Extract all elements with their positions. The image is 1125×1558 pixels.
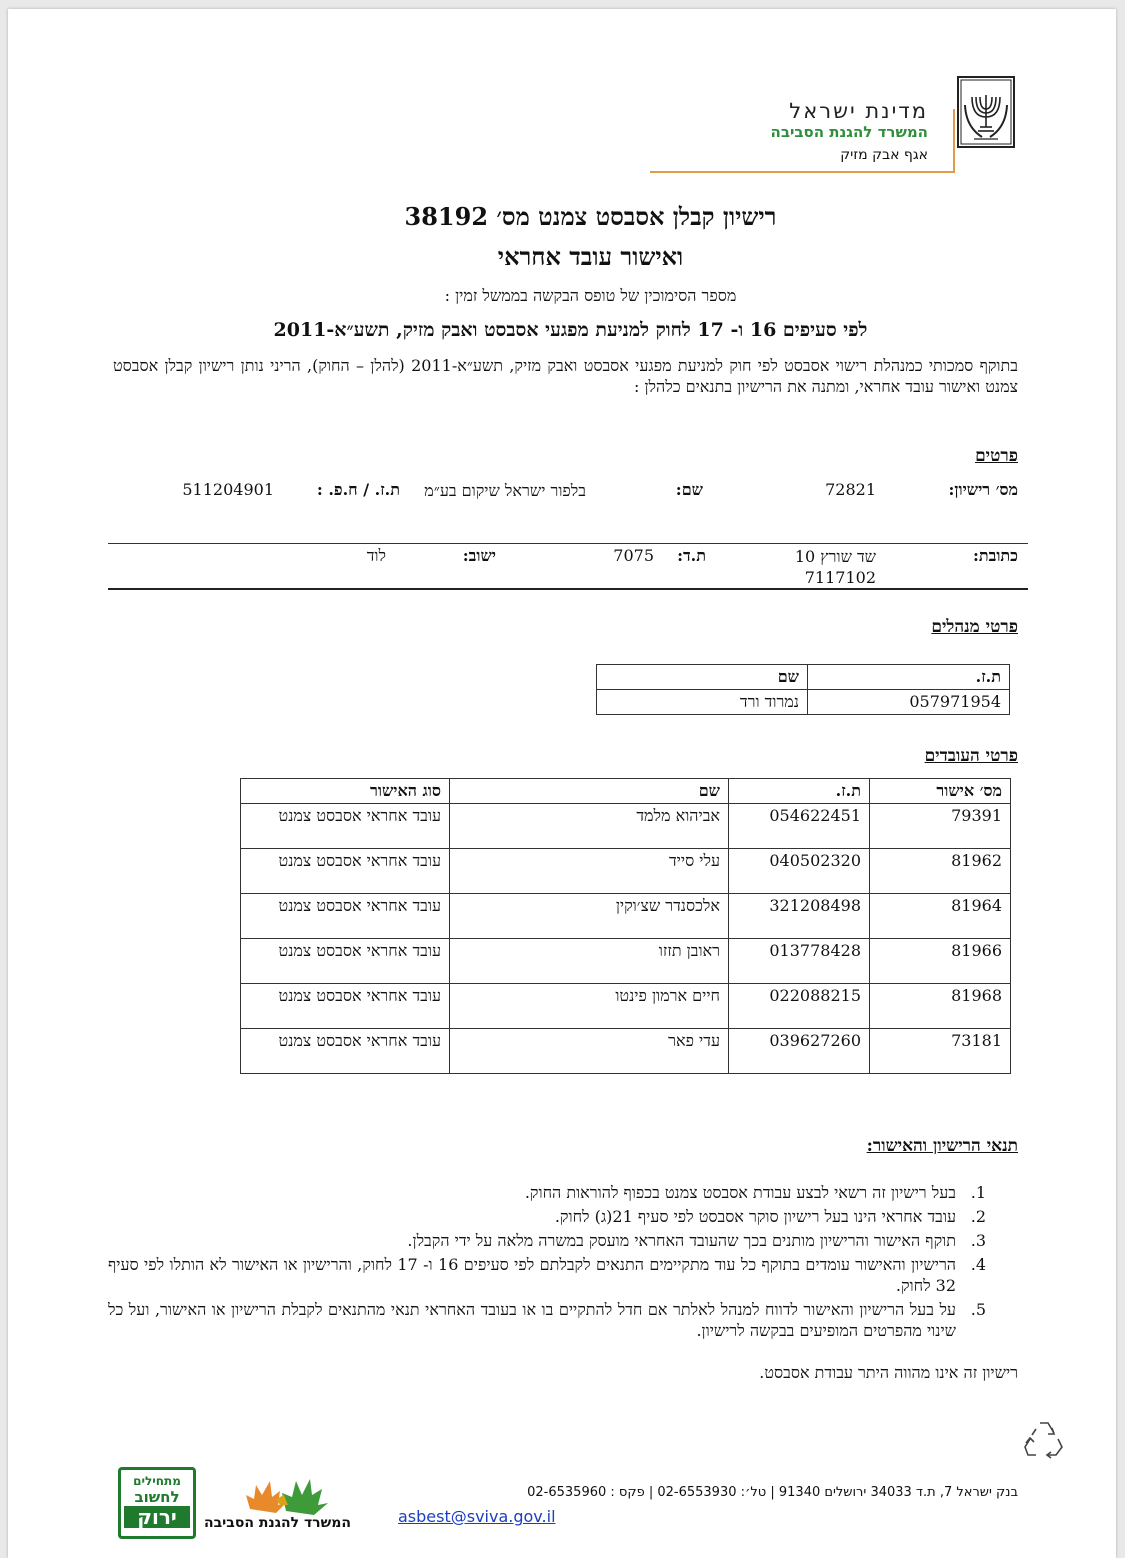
condition-text: בעל רישיון זה רשאי לבצע עבודת אסבסט צמנט בכפוף להוראות החוק. [524, 1183, 956, 1202]
condition-number: 3. [970, 1231, 986, 1250]
managers-col-id: ת.ז. [808, 665, 1010, 690]
table-row [241, 894, 1011, 939]
condition-text: תוקף האישור והרישיון מותנים בכך שהעובד האחראי מועסק במשרה מלאה על ידי הקבלן. [407, 1231, 956, 1250]
employees-table [240, 778, 1011, 1074]
condition-text: הרישיון והאישור עומדים בתוקף כל עוד מתקיימים התנאים לקבלתם לפי סעיפים 16 ו- 17 לחוק, והרישיון או האישור לא הותלו לפי סעיף 32 לחוק. [108, 1255, 957, 1295]
employee-approval-type: עובד אחראי אסבסט צמנט [241, 894, 450, 939]
manager-id: 057971954 [808, 690, 1010, 715]
think-green-logo [118, 1467, 196, 1539]
employee-approval-no: 81968 [870, 984, 1011, 1029]
employees-col-approval-no: מס׳ אישור [870, 779, 1011, 804]
employee-name: עדי פאר [450, 1029, 729, 1074]
state-name: מדינת ישראל [789, 99, 928, 123]
details-bottom-rule [108, 588, 1028, 590]
employee-approval-no: 81966 [870, 939, 1011, 984]
details-heading: פרטים [975, 446, 1018, 466]
pobox-label: ת.ד: [677, 546, 706, 565]
employee-approval-no: 81964 [870, 894, 1011, 939]
employees-col-approval-type: סוג האישור [241, 779, 450, 804]
employees-heading: פרטי העובדים [924, 746, 1018, 766]
employee-id: 054622451 [729, 804, 870, 849]
employee-approval-type: עובד אחראי אסבסט צמנט [241, 804, 450, 849]
managers-heading: פרטי מנהלים [931, 617, 1018, 637]
employees-col-name: שם [450, 779, 729, 804]
employee-name: אביהוא מלמד [450, 804, 729, 849]
license-title: רישיון קבלן אסבסט צמנט מס׳ 38192 [404, 202, 777, 231]
table-row [241, 1029, 1011, 1074]
condition-number: 2. [970, 1207, 986, 1226]
id-value: 511204901 [182, 480, 274, 499]
header-divider-vertical [953, 109, 955, 171]
employee-id: 013778428 [729, 939, 870, 984]
condition-number: 1. [970, 1183, 986, 1202]
condition-number: 4. [970, 1255, 986, 1274]
employee-approval-type: עובד אחראי אסבסט צמנט [241, 939, 450, 984]
recycle-icon [1022, 1417, 1066, 1459]
green-logo-line-3: ירוק [124, 1506, 190, 1528]
employee-approval-type: עובד אחראי אסבסט צמנט [241, 984, 450, 1029]
employees-col-id: ת.ז. [729, 779, 870, 804]
list-item [108, 1299, 986, 1341]
conditions-heading: תנאי הרישיון והאישור: [866, 1136, 1018, 1156]
division-name: אגף אבק מזיק [840, 147, 928, 163]
id-label: ת.ז. / ח.פ. : [316, 480, 400, 499]
footer-address: בנק ישראל 7, ת.ד 34033 ירושלים 91340 | טל׳: 02-6553930 | פקס : 02-6535960 [527, 1485, 1018, 1500]
table-row [241, 849, 1011, 894]
conditions-list [108, 1182, 986, 1344]
license-number-value: 72821 [825, 480, 876, 499]
manager-name: נמרוד ורד [597, 690, 808, 715]
employee-name: חיים ארמון פינטו [450, 984, 729, 1029]
final-note: רישיון זה אינו מהווה היתר עבודת אסבסט. [759, 1363, 1018, 1382]
table-row [597, 690, 1010, 715]
license-subtitle: ואישור עובד אחראי [497, 242, 684, 271]
address-value: שד שורץ 10 7117102 [794, 547, 876, 587]
details-divider [108, 543, 1028, 544]
managers-table [596, 664, 1010, 715]
employee-approval-type: עובד אחראי אסבסט צמנט [241, 849, 450, 894]
employee-name: עלי סייד [450, 849, 729, 894]
city-value: לוד [366, 546, 386, 565]
holder-name-label: שם: [675, 480, 703, 499]
pobox-value: 7075 [613, 546, 654, 565]
city-label: ישוב: [462, 546, 496, 565]
intro-paragraph: בתוקף סמכותי כמנהלת רישוי אסבסט לפי חוק למניעת מפגעי אסבסט ואבק מזיק, תשע״א-2011 (להלן – החוק), הריני נותן רישיון קבלן אסבסט צמנט ואישור עובד אחראי, ומתנה את הרישיון בתנאים כלהלן : [113, 356, 1018, 396]
list-item [108, 1182, 986, 1203]
footer-email-link[interactable]: asbest@sviva.gov.il [398, 1507, 556, 1526]
green-logo-line-1: מתחילים [133, 1474, 181, 1488]
list-item [108, 1254, 986, 1296]
list-item [108, 1230, 986, 1251]
employee-name: ראובן תזזו [450, 939, 729, 984]
table-row [241, 804, 1011, 849]
ministry-logo-caption: המשרד להגנת הסביבה [204, 1515, 351, 1531]
employees-header-row [241, 779, 1011, 804]
employee-approval-type: עובד אחראי אסבסט צמנט [241, 1029, 450, 1074]
license-number-label: מס׳ רישיון: [948, 480, 1018, 499]
ministry-name: המשרד להגנת הסביבה [770, 123, 928, 141]
employee-id: 039627260 [729, 1029, 870, 1074]
employee-id: 022088215 [729, 984, 870, 1029]
state-emblem-icon [956, 75, 1016, 149]
employee-approval-no: 79391 [870, 804, 1011, 849]
managers-col-name: שם [597, 665, 808, 690]
table-row [241, 939, 1011, 984]
employee-id: 321208498 [729, 894, 870, 939]
employee-approval-no: 81962 [870, 849, 1011, 894]
reference-line: מספר הסימוכין של טופס הבקשה בממשל זמין : [444, 286, 737, 305]
employee-id: 040502320 [729, 849, 870, 894]
managers-header-row [597, 665, 1010, 690]
address-label: כתובת: [972, 546, 1018, 565]
document-page [8, 9, 1116, 1558]
ministry-leaf-logo-icon [240, 1475, 340, 1517]
condition-text: על בעל הרישיון והאישור לדווח למנהל לאלתר אם חדל להתקיים בו או בעובד האחראי תנאי מהתנאים לקבלת הרישיון או האישור, ועל כל שינוי מהפרטים המופיעים בבקשה לרישיון. [108, 1300, 956, 1340]
condition-number: 5. [970, 1300, 986, 1319]
table-row [241, 984, 1011, 1029]
employee-name: אלכסנדר שצ׳וקין [450, 894, 729, 939]
list-item [108, 1206, 986, 1227]
holder-name-value: בלפור ישראל שיקום בע״מ [424, 481, 586, 500]
condition-text: עובד אחראי הינו בעל רישיון סוקר אסבסט לפי סעיף 21(ג) לחוק. [554, 1207, 956, 1226]
employee-approval-no: 73181 [870, 1029, 1011, 1074]
law-reference: לפי סעיפים 16 ו- 17 לחוק למניעת מפגעי אסבסט ואבק מזיק, תשע״א-2011 [273, 319, 868, 341]
green-logo-line-2: לחשוב [134, 1488, 180, 1506]
header-divider-horizontal [650, 171, 955, 173]
